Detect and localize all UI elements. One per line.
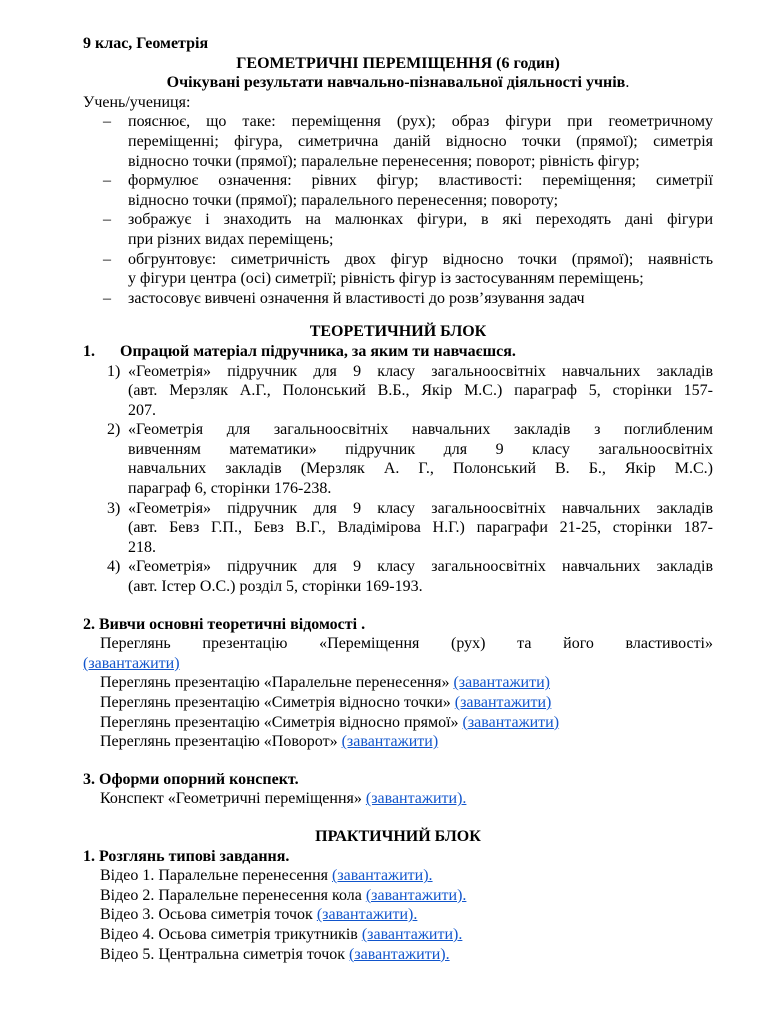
video-item: [83, 945, 713, 965]
textbook-number: 2): [107, 421, 121, 439]
bullet-dash: –: [103, 250, 111, 268]
textbook-line: 218.: [128, 538, 156, 556]
theory-heading: ТЕОРЕТИЧНИЙ БЛОК: [309, 323, 487, 341]
summary-row: [83, 789, 713, 809]
document-page: [83, 34, 713, 964]
outcome-line: при різних видах переміщень;: [128, 230, 334, 248]
video-text: Відео 2. Паралельне перенесення кола: [100, 886, 362, 904]
expected-results-text: Очікувані результати навчально-пізнавальної діяльності учнів: [166, 74, 626, 92]
outcome-line: відносно точки (прямої); паралельне перенесення; поворот; рівність фігур;: [128, 152, 640, 170]
bullet-dash: –: [103, 172, 111, 190]
student-label: Учень/учениця:: [83, 93, 191, 111]
outcome-line: формулює означення: рівних фігур; властивості: переміщення; симетрії: [128, 172, 713, 190]
textbook-line: (авт. Мерзляк А.Г., Полонський В.Б., Якір М.С.) параграф 5, сторінки 157-: [128, 382, 713, 400]
video-download-link[interactable]: (завантажити).: [332, 867, 433, 885]
practice-heading: ПРАКТИЧНИЙ БЛОК: [315, 827, 481, 845]
outcome-line: відносно точки (прямої); паралельного перенесення; повороту;: [128, 191, 559, 209]
textbook-line: навчальних закладів (Мерзляк А. Г., Полонський В. Б., Якір М.С.): [128, 460, 713, 478]
outcome-line: переміщенні; фігура, симетрична даній відносно точки (прямої); симетрія: [128, 132, 713, 150]
presentation-text: Переглянь презентацію «Симетрія відносно прямої»: [100, 713, 459, 731]
theory-step-1-text: Опрацюй матеріал підручника, за яким ти навчаєшся.: [120, 342, 516, 360]
presentation-download-link[interactable]: (завантажити): [83, 654, 180, 672]
theory-step-1-number: 1.: [83, 342, 95, 360]
textbook-line: параграф 6, сторінки 176-238.: [128, 480, 332, 498]
bullet-dash: –: [103, 289, 111, 307]
video-download-link[interactable]: (завантажити).: [316, 906, 418, 924]
practice-step-1: 1. Розглянь типові завдання.: [83, 847, 290, 865]
outcome-line: зображує і знаходить на малюнках фігури, в які переходять дані фігури: [128, 211, 713, 229]
presentation-text: Переглянь презентацію «Симетрія відносно точки»: [100, 694, 451, 711]
outcome-item: [83, 250, 713, 289]
presentation-list: [83, 634, 713, 752]
outcome-line: застосовує вивчені означення й властивості до розв’язування задач: [128, 289, 585, 307]
outcome-line: пояснює, що таке: переміщення (рух); образ фігури при геометричному: [128, 113, 713, 131]
theory-step-2: 2. Вивчи основні теоретичні відомості .: [83, 615, 366, 633]
video-text: Відео 4. Осьова симетрія трикутників: [100, 925, 358, 943]
video-text: Відео 1. Паралельне перенесення: [100, 867, 328, 885]
expected-results-period: .: [625, 74, 630, 92]
video-download-link[interactable]: (завантажити).: [349, 945, 450, 963]
outcome-text: [128, 171, 713, 210]
outcome-item: [83, 171, 713, 210]
outcome-text: [128, 289, 713, 309]
video-item: [83, 886, 713, 906]
textbook-line: 207.: [128, 401, 156, 419]
theory-step-1: [83, 342, 713, 362]
presentation-text: Переглянь презентацію «Паралельне перенесення»: [100, 674, 450, 692]
bullet-dash: –: [103, 113, 111, 131]
outcome-item: [83, 289, 713, 309]
outcome-line: обгрунтовує: симетричність двох фігур відносно точки (прямої); наявність: [128, 250, 713, 268]
textbook-item: [83, 420, 713, 498]
theory-step-3: 3. Оформи опорний конспект.: [83, 770, 299, 788]
summary-download-link[interactable]: (завантажити).: [365, 790, 467, 808]
textbook-list: [83, 362, 713, 597]
video-text: Відео 5. Центральна симетрія точок: [100, 945, 346, 963]
presentation-item: [83, 693, 713, 713]
textbook-line: вивченням математики» підручник для 9 класу загальноосвітніх: [128, 440, 713, 458]
outcome-line: у фігури центра (осі) симетрії; рівність фігур із застосуванням переміщень;: [128, 270, 644, 288]
textbook-line: (авт. Бевз Г.П., Бевз В.Г., Владімірова Н.Г.) параграфи 21-25, сторінки 187-: [128, 519, 713, 537]
textbook-item: [83, 362, 713, 421]
presentation-text: Переглянь презентацію «Поворот»: [100, 733, 338, 751]
bullet-dash: –: [103, 211, 111, 229]
presentation-item: [83, 713, 713, 733]
textbook-line: «Геометрія» підручник для 9 класу загальноосвітніх навчальних закладів: [128, 499, 713, 517]
outcome-item: [83, 112, 713, 171]
textbook-item: [83, 499, 713, 558]
video-download-link[interactable]: (завантажити).: [365, 886, 467, 904]
presentation-link-row: [83, 654, 713, 674]
textbook-item: [83, 557, 713, 596]
presentation-item: [83, 732, 713, 752]
textbook-line: «Геометрія» підручник для 9 класу загальноосвітніх навчальних закладів: [128, 362, 713, 380]
textbook-line: «Геометрія для загальноосвітніх навчальних закладів з поглибленим: [128, 421, 713, 439]
video-item: [83, 866, 713, 886]
presentation-text: Переглянь презентацію «Переміщення (рух) та його властивості»: [100, 635, 713, 653]
textbook-text: [128, 362, 713, 421]
textbook-line: «Геометрія» підручник для 9 класу загальноосвітніх навчальних закладів: [128, 558, 713, 576]
outcome-item: [83, 210, 713, 249]
video-item: [83, 905, 713, 925]
presentation-download-link[interactable]: (завантажити): [341, 733, 439, 751]
textbook-line: (авт. Істер О.С.) розділ 5, сторінки 169-193.: [128, 578, 423, 596]
summary-text: Конспект «Геометричні переміщення»: [100, 790, 362, 808]
page-title: ГЕОМЕТРИЧНІ ПЕРЕМІЩЕННЯ (6 годин): [236, 54, 560, 72]
textbook-text: [128, 557, 713, 596]
textbook-text: [128, 420, 713, 498]
expected-results-heading: [83, 73, 713, 93]
presentation-download-link[interactable]: (завантажити): [454, 694, 552, 711]
outcome-text: [128, 112, 713, 171]
outcome-text: [128, 210, 713, 249]
video-download-link[interactable]: (завантажити).: [361, 925, 463, 943]
presentation-item: [83, 634, 713, 654]
textbook-number: 1): [107, 362, 121, 380]
textbook-number: 3): [107, 499, 121, 517]
video-text: Відео 3. Осьова симетрія точок: [100, 906, 313, 924]
outcome-text: [128, 250, 713, 289]
outcomes-list: [83, 112, 713, 308]
grade-subject: 9 клас, Геометрія: [83, 35, 209, 52]
presentation-download-link[interactable]: (завантажити): [462, 713, 560, 731]
presentation-download-link[interactable]: (завантажити): [453, 674, 550, 692]
video-list: [83, 866, 713, 964]
textbook-text: [128, 499, 713, 558]
video-item: [83, 925, 713, 945]
textbook-number: 4): [107, 558, 121, 576]
presentation-item: [83, 673, 713, 693]
